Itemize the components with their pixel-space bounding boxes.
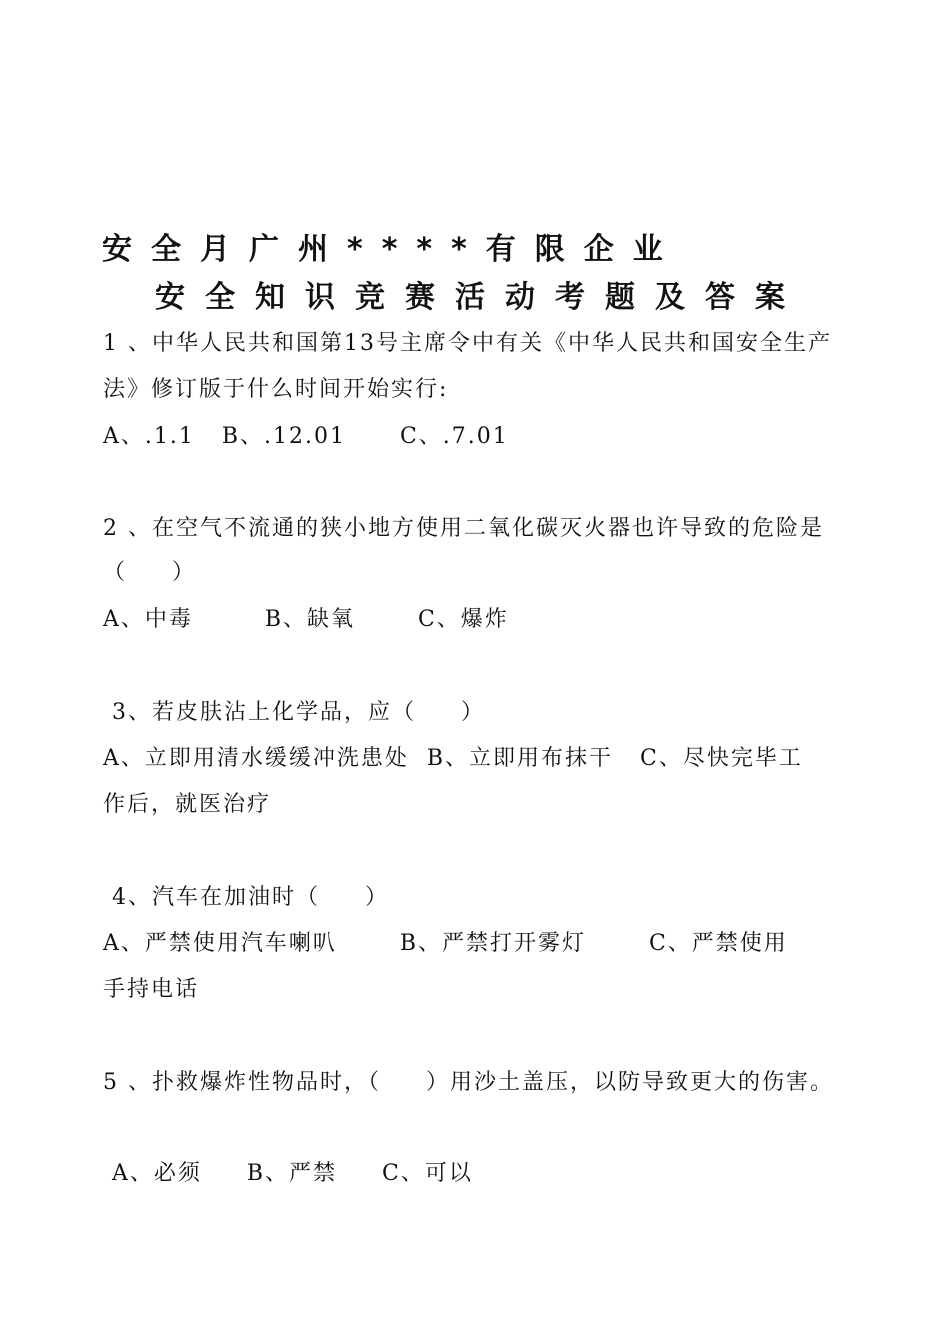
question-5-text: 5 、扑救爆炸性物品时，（ ）用沙土盖压，以防导致更大的伤害。 bbox=[103, 1070, 834, 1095]
question-2-options: A、中毒 B、缺氧 C、爆炸 bbox=[103, 607, 509, 632]
question-4-options-line-2: 手持电话 bbox=[103, 977, 200, 1002]
question-1-options: A、.1.1 B、.12.01 C、.7.01 bbox=[103, 424, 509, 449]
question-5-options: A、必须 B、严禁 C、可以 bbox=[103, 1161, 473, 1186]
question-2-text-line-1: 2 、在空气不流通的狭小地方使用二氧化碳灭火器也许导致的危险是 bbox=[103, 516, 824, 541]
question-1-text-line-1: 1 、中华人民共和国第13号主席令中有关《中华人民共和国安全生产 bbox=[103, 331, 832, 356]
question-1-text-line-2: 法》修订版于什么时间开始实行: bbox=[103, 377, 449, 402]
question-3-options-line-2: 作后，就医治疗 bbox=[103, 792, 272, 817]
document-title-line-2: 安全知识竞赛活动考题及答案 bbox=[155, 280, 805, 315]
question-4-options-line-1: A、严禁使用汽车喇叭 B、严禁打开雾灯 C、严禁使用 bbox=[103, 931, 788, 956]
question-3-text: 3、若皮肤沾上化学品，应（ ） bbox=[103, 700, 485, 725]
question-3-options-line-1: A、立即用清水缓缓冲洗患处 B、立即用布抹干 C、尽快完毕工 bbox=[103, 746, 803, 771]
document-title-line-1: 安全月广州****有限企业 bbox=[102, 232, 682, 267]
question-2-text-line-2: （ ） bbox=[103, 560, 196, 585]
question-4-text: 4、汽车在加油时（ ） bbox=[103, 885, 389, 910]
